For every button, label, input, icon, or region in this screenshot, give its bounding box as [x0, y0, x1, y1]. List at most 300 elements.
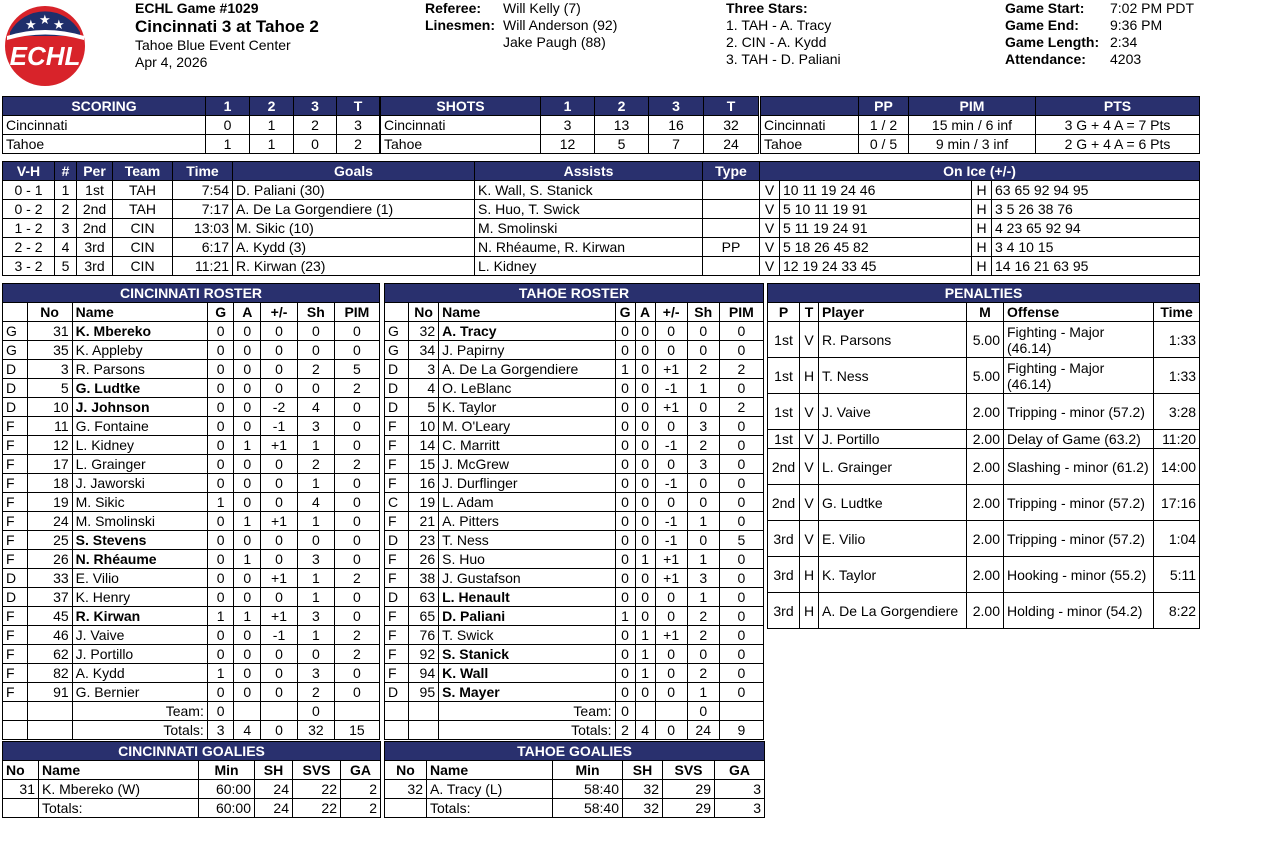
team-name: Tahoe: [761, 135, 859, 154]
cell: 0: [234, 626, 261, 645]
cell: 0: [334, 398, 379, 417]
cell: 0: [655, 493, 687, 512]
game-matchup: Cincinnati 3 at Tahoe 2: [135, 17, 319, 36]
cell: 0: [635, 322, 655, 341]
cell: H: [972, 257, 992, 276]
cell: 4: [234, 721, 261, 740]
cell: +1: [261, 569, 298, 588]
period-2-header: 2: [250, 97, 294, 116]
cell: 58:40: [553, 780, 623, 799]
team-name: Cincinnati: [381, 116, 541, 135]
cell: 15: [334, 721, 379, 740]
cell: 0: [719, 569, 763, 588]
cell: 14: [409, 436, 439, 455]
cell: 0: [234, 569, 261, 588]
cell: G: [3, 341, 28, 360]
cell: 4 23 65 92 94: [992, 219, 1200, 238]
cell: 1: [687, 550, 719, 569]
cell: -1: [655, 531, 687, 550]
roster-row: [385, 664, 764, 683]
penalty-row: [768, 593, 1200, 629]
cell: D: [3, 398, 28, 417]
plus-minus-header: +/-: [261, 303, 298, 322]
cell: +1: [261, 512, 298, 531]
cell: Holding - minor (54.2): [1004, 593, 1154, 629]
cell: 4: [55, 238, 77, 257]
pos-header: [3, 303, 28, 322]
cell: 15: [409, 455, 439, 474]
cell: D: [385, 398, 409, 417]
cell: 0: [261, 341, 298, 360]
penalty-row: [768, 430, 1200, 449]
cell: 32: [409, 322, 439, 341]
goalie-name: A. Tracy (L): [427, 780, 553, 799]
cell: 0: [719, 626, 763, 645]
penalty-row: [768, 394, 1200, 430]
cell: G: [3, 322, 28, 341]
team-name: Tahoe: [3, 135, 206, 154]
cell: 5: [409, 398, 439, 417]
cell: H: [972, 181, 992, 200]
cell: 0: [615, 417, 635, 436]
player-name: K. Taylor: [439, 398, 615, 417]
roster-row: [385, 550, 764, 569]
cell: 1: [207, 493, 234, 512]
cell: 1: [234, 436, 261, 455]
player-name: J. Jaworski: [72, 474, 207, 493]
total-header: T: [704, 97, 759, 116]
cell: R. Parsons: [819, 322, 967, 358]
cell: 3: [27, 360, 72, 379]
totals-label: Totals:: [39, 799, 199, 818]
roster-row: [385, 493, 764, 512]
roster-row: [385, 683, 764, 702]
cell: 1: [635, 550, 655, 569]
totals-label: Totals:: [72, 721, 207, 740]
cell: 3: [541, 116, 595, 135]
cell: D: [385, 683, 409, 702]
cell: 2.00: [967, 593, 1004, 629]
cell: 2: [687, 664, 719, 683]
cell: 0: [687, 341, 719, 360]
player-name: A. Kydd: [72, 664, 207, 683]
cell: 46: [27, 626, 72, 645]
cell: 0: [635, 455, 655, 474]
cell: 95: [409, 683, 439, 702]
cell: 7: [649, 135, 704, 154]
cell: 0: [615, 550, 635, 569]
cell: 0: [615, 588, 635, 607]
cell: H: [800, 593, 819, 629]
game-date: Apr 4, 2026: [135, 54, 208, 70]
cell: 0: [334, 531, 379, 550]
player-name: L. Adam: [439, 493, 615, 512]
cell: D: [3, 588, 28, 607]
cell: D: [385, 360, 409, 379]
cell: 76: [409, 626, 439, 645]
cell: 1: [635, 645, 655, 664]
cell: 0: [234, 588, 261, 607]
cell: 60:00: [199, 780, 255, 799]
player-name: A. Tracy: [439, 322, 615, 341]
cell: K. Wall, S. Stanick: [475, 181, 703, 200]
cell: +1: [655, 550, 687, 569]
cell: 0: [615, 569, 635, 588]
roster-row: [3, 645, 380, 664]
goals-table: [2, 161, 1200, 276]
cincinnati-goalies-table: [2, 741, 381, 818]
cell: 0: [334, 341, 379, 360]
cell: 0: [615, 531, 635, 550]
cell: 1st: [768, 322, 800, 358]
cell: 1st: [768, 358, 800, 394]
cell: 5: [719, 531, 763, 550]
cell: 2 G + 4 A = 6 Pts: [1036, 135, 1200, 154]
cell: 0: [635, 341, 655, 360]
cell: 31: [27, 322, 72, 341]
player-name: M. O'Leary: [439, 417, 615, 436]
cell: 3rd: [768, 557, 800, 593]
roster-row: [385, 379, 764, 398]
cell: 1: [55, 181, 77, 200]
pim-header: PIM: [334, 303, 379, 322]
cell: 5 11 19 24 91: [780, 219, 972, 238]
totals-row: [385, 799, 765, 818]
cell: A. De La Gorgendiere (1): [233, 200, 475, 219]
cell: 33: [27, 569, 72, 588]
cell: 1: [207, 664, 234, 683]
player-name: G. Fontaine: [72, 417, 207, 436]
cell: 0: [261, 379, 298, 398]
cell: 1: [635, 626, 655, 645]
cell: 0: [234, 341, 261, 360]
cell: 0: [334, 588, 379, 607]
name-header: Name: [427, 761, 553, 780]
player-name: S. Stanick: [439, 645, 615, 664]
cell: -1: [655, 379, 687, 398]
cell: 18: [27, 474, 72, 493]
player-name: L. Henault: [439, 588, 615, 607]
cell: 0: [261, 455, 298, 474]
player-name: A. De La Gorgendiere: [439, 360, 615, 379]
cell: 0: [655, 721, 687, 740]
cell: V: [800, 485, 819, 521]
cell: 35: [27, 341, 72, 360]
roster-row: [3, 607, 380, 626]
cell: F: [3, 493, 28, 512]
cell: +1: [261, 607, 298, 626]
totals-row: [385, 721, 764, 740]
arena-name: Tahoe Blue Event Center: [135, 37, 291, 53]
cell: 12: [27, 436, 72, 455]
cell: 0: [615, 341, 635, 360]
cell: 3rd: [77, 257, 113, 276]
player-name: R. Parsons: [72, 360, 207, 379]
game-end-label: Game End:: [1005, 17, 1079, 33]
linesmen-label: Linesmen:: [425, 17, 496, 33]
cell: 6:17: [173, 238, 233, 257]
cell: 0: [207, 683, 234, 702]
totals-label: Totals:: [439, 721, 615, 740]
cell: 0: [207, 436, 234, 455]
cell: 0: [261, 474, 298, 493]
cell: 0: [207, 379, 234, 398]
cell: 0: [334, 512, 379, 531]
player-name: J. Durflinger: [439, 474, 615, 493]
svg-text:ECHL: ECHL: [9, 41, 81, 71]
cell: H: [800, 358, 819, 394]
cell: 2: [687, 607, 719, 626]
cell: 0: [687, 322, 719, 341]
cell: 0: [635, 512, 655, 531]
cell: 2.00: [967, 521, 1004, 557]
cell: 11: [27, 417, 72, 436]
cell: 7:17: [173, 200, 233, 219]
cell: 24: [27, 512, 72, 531]
cell: 0: [234, 664, 261, 683]
cell: 11:21: [173, 257, 233, 276]
roster-row: [385, 512, 764, 531]
table-row: [3, 780, 381, 799]
cell: D: [385, 379, 409, 398]
player-name: S. Mayer: [439, 683, 615, 702]
cell: T. Ness: [819, 358, 967, 394]
cell: 1st: [768, 394, 800, 430]
total-header: T: [337, 97, 380, 116]
echl-logo-icon: [2, 2, 88, 88]
roster-row: [385, 322, 764, 341]
cell: CIN: [113, 257, 173, 276]
cell: -1: [261, 417, 298, 436]
cell: F: [385, 626, 409, 645]
cell: 0: [615, 683, 635, 702]
team-name: Cincinnati: [3, 116, 206, 135]
roster-row: [3, 474, 380, 493]
cell: V: [760, 219, 780, 238]
player-name: L. Grainger: [72, 455, 207, 474]
cell: F: [3, 664, 28, 683]
cell: 2nd: [768, 485, 800, 521]
cell: 0: [687, 474, 719, 493]
cell: 0: [207, 322, 234, 341]
cell: 0: [719, 607, 763, 626]
cell: S. Huo, T. Swick: [475, 200, 703, 219]
cell: 2: [687, 626, 719, 645]
roster-row: [3, 493, 380, 512]
cell: 3: [687, 569, 719, 588]
cell: 2: [334, 379, 379, 398]
goals-header: Goals: [233, 162, 475, 181]
cell: 5.00: [967, 322, 1004, 358]
roster-row: [3, 531, 380, 550]
cell: 0: [655, 664, 687, 683]
attendance-label: Attendance:: [1005, 51, 1086, 67]
cell: 62: [27, 645, 72, 664]
cell: -1: [655, 512, 687, 531]
cell: 0: [234, 683, 261, 702]
table-row: [3, 116, 380, 135]
cell: 0: [615, 455, 635, 474]
cell: 0: [655, 322, 687, 341]
player-name: K. Wall: [439, 664, 615, 683]
sh-header: SH: [623, 761, 663, 780]
cell: 21: [409, 512, 439, 531]
cell: 3: [297, 550, 334, 569]
tahoe-roster-table: [384, 283, 764, 740]
cell: [703, 181, 760, 200]
cell: 0: [615, 702, 635, 721]
cell: 2nd: [77, 200, 113, 219]
cell: 0: [687, 645, 719, 664]
cell: -1: [655, 474, 687, 493]
cell: 0: [207, 455, 234, 474]
player-name: A. Pitters: [439, 512, 615, 531]
cell: 3: [297, 664, 334, 683]
cell: Fighting - Major (46.14): [1004, 358, 1154, 394]
cell: F: [3, 436, 28, 455]
goalie-name: K. Mbereko (W): [39, 780, 199, 799]
cell: C: [385, 493, 409, 512]
cell: H: [800, 557, 819, 593]
cell: D. Paliani (30): [233, 181, 475, 200]
cell: 0: [655, 645, 687, 664]
table-row: [761, 116, 1200, 135]
cell: 65: [409, 607, 439, 626]
cell: PP: [703, 238, 760, 257]
cell: 0: [334, 664, 379, 683]
on-ice-header: On Ice (+/-): [760, 162, 1200, 181]
linesman-2: Jake Paugh (88): [503, 34, 606, 50]
cell: 5: [595, 135, 649, 154]
cell: 2: [687, 436, 719, 455]
cell: 0: [655, 683, 687, 702]
no-header: No: [385, 761, 427, 780]
cell: 0: [615, 436, 635, 455]
cell: 2: [341, 780, 381, 799]
cell: 16: [409, 474, 439, 493]
attendance: 4203: [1110, 51, 1142, 67]
player-name: T. Ness: [439, 531, 615, 550]
team-header: Team: [113, 162, 173, 181]
cell: 3: [55, 219, 77, 238]
cell: 0: [719, 683, 763, 702]
ga-header: GA: [341, 761, 381, 780]
cell: 29: [663, 799, 715, 818]
player-name: J. Portillo: [72, 645, 207, 664]
cell: 82: [27, 664, 72, 683]
cell: 94: [409, 664, 439, 683]
cell: 17: [27, 455, 72, 474]
roster-row: [3, 455, 380, 474]
cell: 0: [261, 683, 298, 702]
pos-header: [385, 303, 409, 322]
cell: 2nd: [77, 219, 113, 238]
cell: 10: [409, 417, 439, 436]
cell: F: [385, 474, 409, 493]
cell: 0: [207, 569, 234, 588]
cell: F: [3, 512, 28, 531]
totals-row: [3, 721, 380, 740]
cell: F: [385, 607, 409, 626]
team-name: Tahoe: [381, 135, 541, 154]
cell: 0: [207, 645, 234, 664]
game-number: ECHL Game #1029: [135, 0, 259, 16]
cell: 0: [234, 379, 261, 398]
cell: Tripping - minor (57.2): [1004, 394, 1154, 430]
cell: 0: [615, 493, 635, 512]
cell: 31: [3, 780, 39, 799]
cell: 17:16: [1154, 485, 1200, 521]
cell: 22: [293, 780, 341, 799]
cell: 63: [409, 588, 439, 607]
cell: 4: [635, 721, 655, 740]
three-stars: [726, 0, 986, 68]
sh-header: Sh: [297, 303, 334, 322]
cell: R. Kirwan (23): [233, 257, 475, 276]
cell: 0: [615, 512, 635, 531]
cell: 0: [615, 322, 635, 341]
cell: [703, 219, 760, 238]
cell: 3: [687, 417, 719, 436]
cell: H: [972, 238, 992, 257]
cell: V: [800, 449, 819, 485]
cell: 24: [704, 135, 759, 154]
cell: 32: [297, 721, 334, 740]
cell: 1: [687, 379, 719, 398]
vh-header: V-H: [3, 162, 55, 181]
ga-header: GA: [715, 761, 765, 780]
cell: 0: [261, 531, 298, 550]
cell: 2: [294, 116, 337, 135]
cell: 0: [234, 322, 261, 341]
cell: 26: [409, 550, 439, 569]
cell: 10: [27, 398, 72, 417]
cell: 0: [234, 531, 261, 550]
cell: 0: [635, 531, 655, 550]
penalty-row: [768, 322, 1200, 358]
cell: 0: [297, 702, 334, 721]
roster-row: [3, 512, 380, 531]
cell: 0: [687, 398, 719, 417]
cell: 4: [297, 493, 334, 512]
cell: 22: [293, 799, 341, 818]
player-name: S. Stevens: [72, 531, 207, 550]
cell: D: [3, 379, 28, 398]
cell: 0: [719, 417, 763, 436]
cell: 0: [261, 664, 298, 683]
roster-row: [3, 379, 380, 398]
game-start-label: Game Start:: [1005, 0, 1085, 16]
cell: 0: [615, 379, 635, 398]
cell: 3: [409, 360, 439, 379]
cell: 3: [715, 799, 765, 818]
cell: 2: [334, 569, 379, 588]
cell: 16: [649, 116, 704, 135]
cell: 0: [635, 398, 655, 417]
cell: 8:22: [1154, 593, 1200, 629]
cell: -1: [655, 436, 687, 455]
cell: 7:54: [173, 181, 233, 200]
team-row: [3, 702, 380, 721]
table-row: [761, 135, 1200, 154]
sh-header: SH: [255, 761, 293, 780]
cell: 0: [334, 322, 379, 341]
cell: 0: [334, 474, 379, 493]
cell: 0: [207, 531, 234, 550]
cell: 0: [297, 645, 334, 664]
period-3-header: 3: [649, 97, 704, 116]
cell: 5:11: [1154, 557, 1200, 593]
